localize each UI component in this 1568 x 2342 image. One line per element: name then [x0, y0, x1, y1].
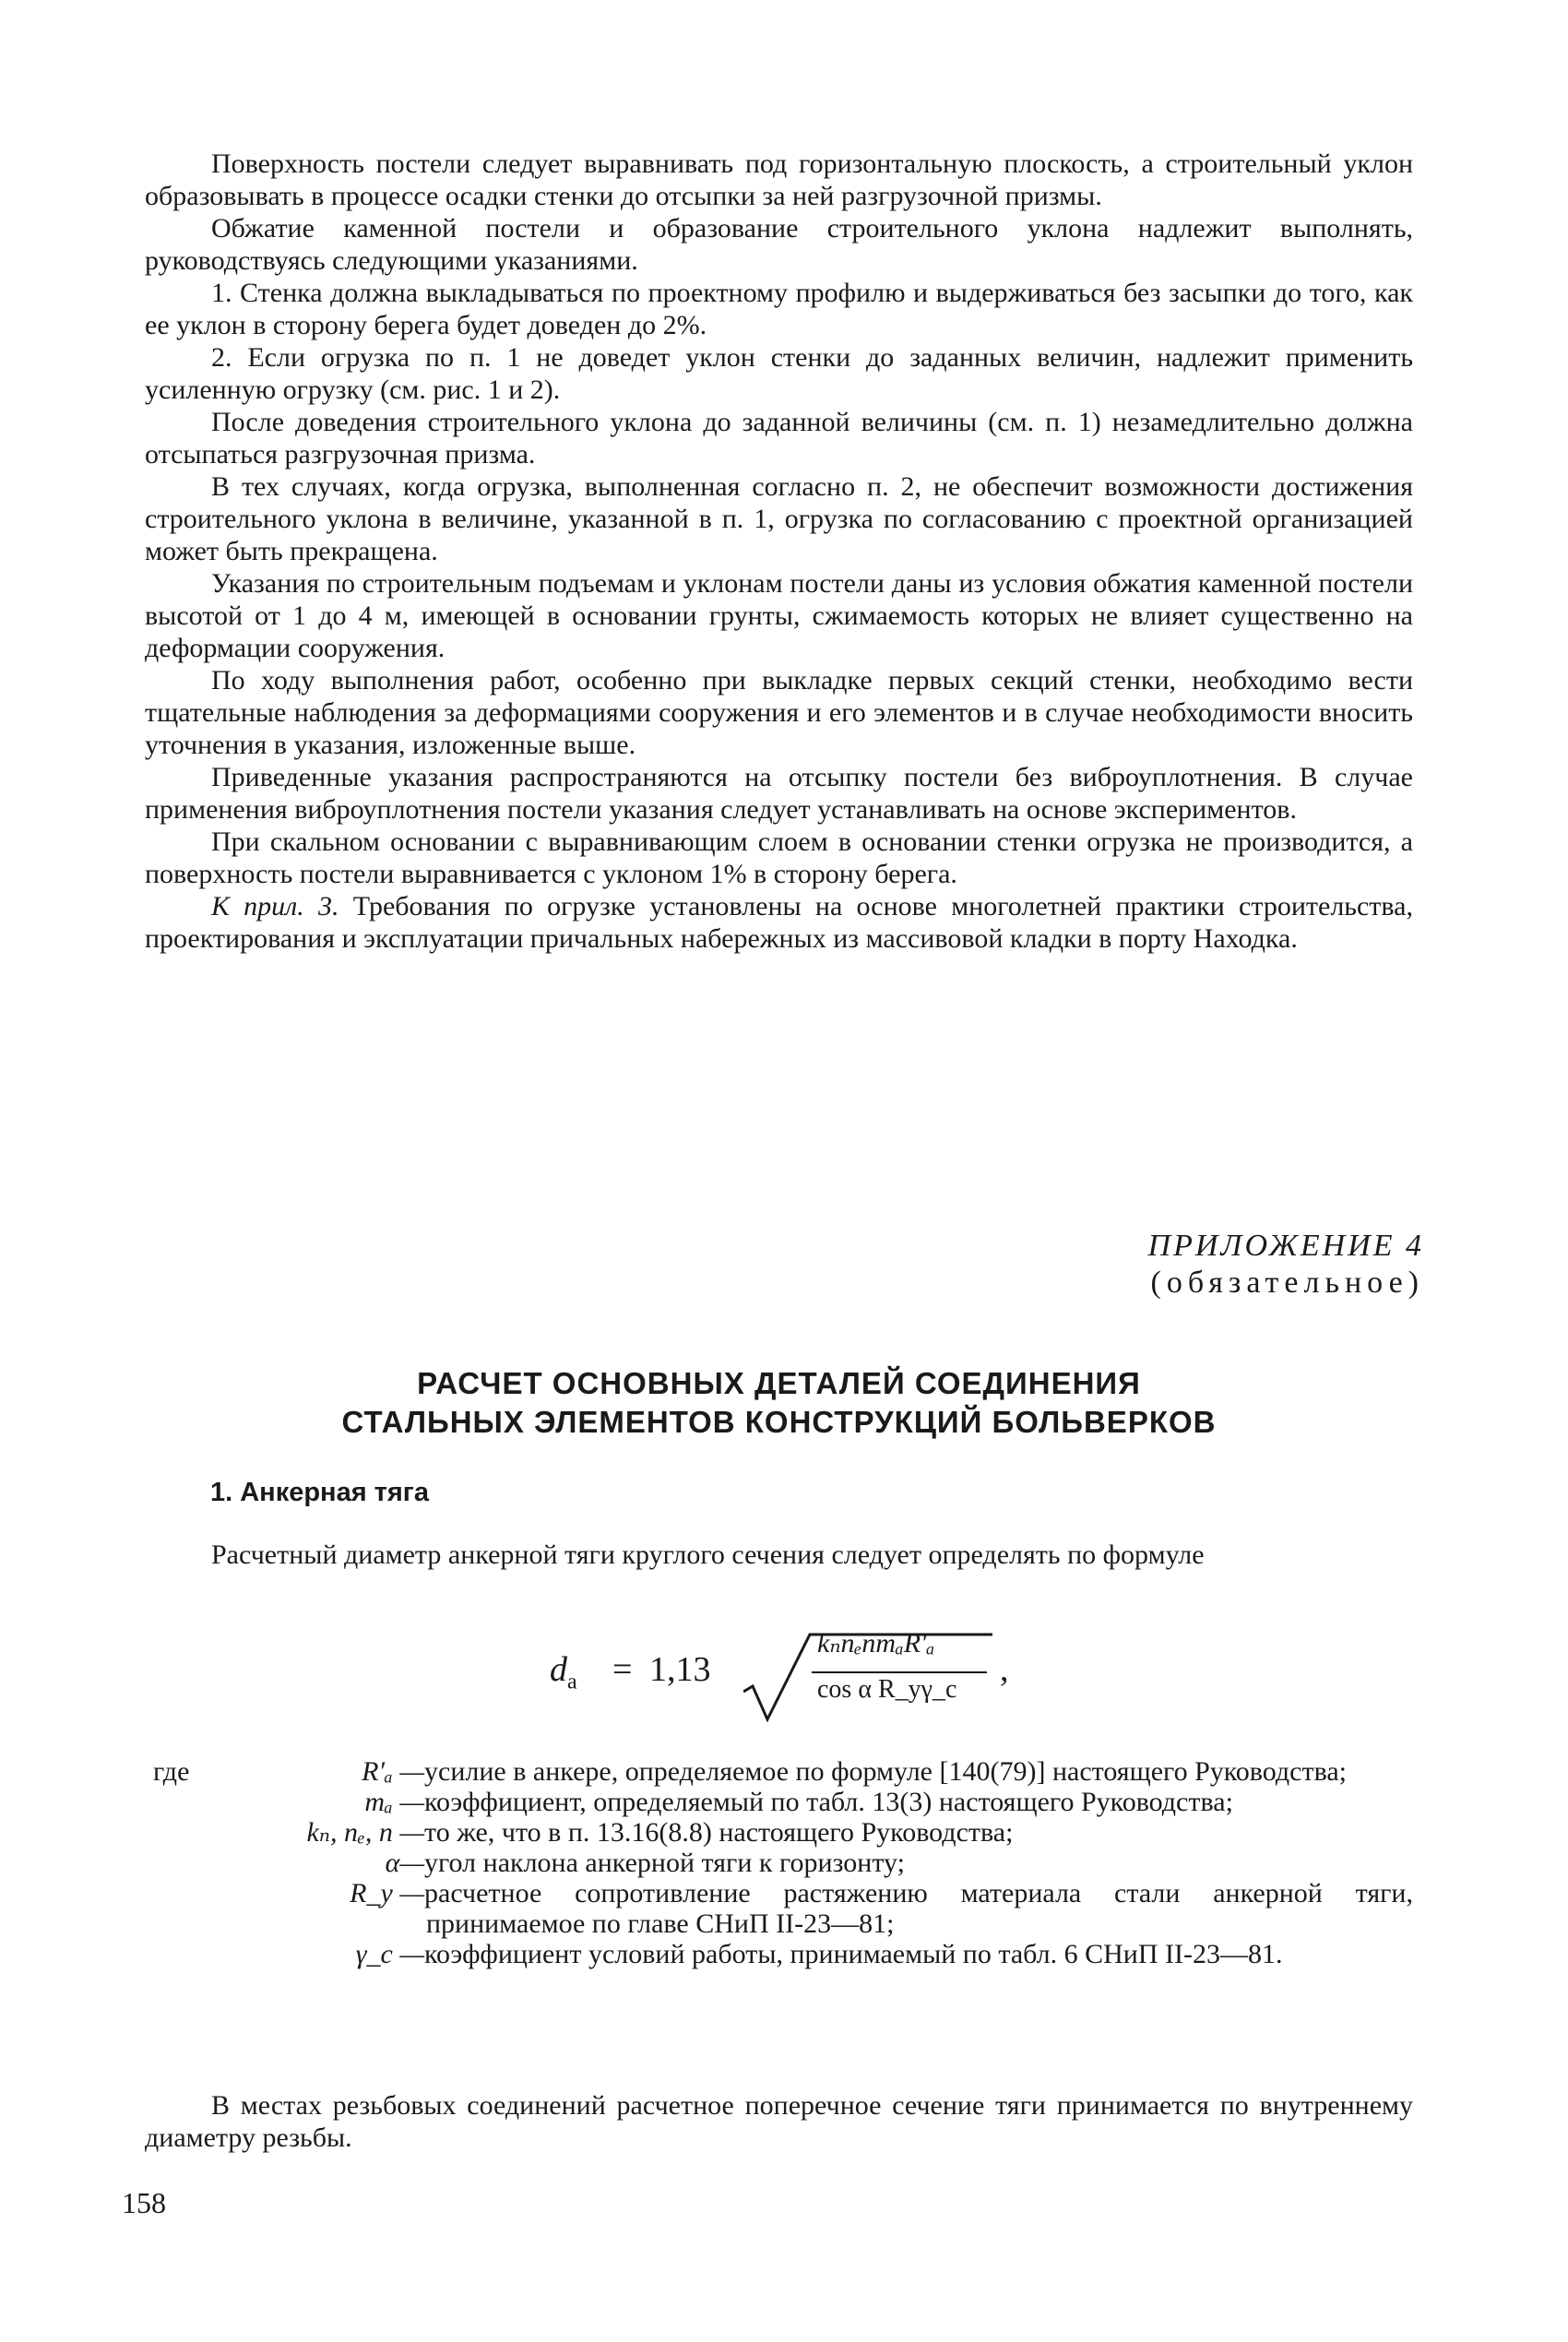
paragraph-2: Обжатие каменной постели и образование строительного уклона надлежит выполнять, руководствуясь следующими указаниями. [145, 213, 1413, 276]
formula-anchor-diameter [550, 1623, 1066, 1725]
formula-lhs: $d_а$ [550, 1650, 577, 1694]
paragraph-3: 1. Стенка должна выкладываться по проектному профилю и выдерживаться без засыпки до того, как ее уклон в сторону берега будет доведен до 2%. [145, 278, 1413, 340]
paragraph-8: По ходу выполнения работ, особенно при выкладке первых секций стенки, необходимо вести тщательные наблюдения за деформациями сооружения и его элементов и в случае необходимости вносить уточнения в указания, изложенные выше. [145, 665, 1413, 760]
definition-symbol: mₐ — [364, 1787, 424, 1817]
intro-text: Расчетный диаметр анкерной тяги круглого сечения следует определять по формуле [211, 1540, 1205, 1570]
definitions-list [0, 1756, 1568, 1969]
paragraph-5: После доведения строительного уклона до заданной величины (см. п. 1) незамедлительно должна отсыпаться разгрузочная призма. [145, 407, 1413, 470]
definition-symbol: γ_c — [355, 1939, 424, 1969]
definition-item [0, 1848, 1568, 1878]
closing-paragraph [145, 2089, 1413, 2154]
intro-paragraph [145, 1539, 1413, 1571]
definition-text: коэффициент условий работы, принимаемый по табл. 6 СНиП II-23—81. [424, 1939, 1283, 1969]
formula-coefficient: 1,13 [649, 1650, 711, 1689]
definition-text: то же, что в п. 13.16(8.8) настоящего Руководства; [424, 1817, 1014, 1848]
definition-item [0, 1817, 1568, 1848]
definition-text: расчетное сопротивление растяжению материала стали анкерной тяги, принимаемое по главе СНиП II-23—81; [424, 1878, 1413, 1939]
where-label: где [153, 1756, 190, 1787]
definition-text: коэффициент, определяемый по табл. 13(3) настоящего Руководства; [424, 1787, 1233, 1817]
closing-text: В местах резьбовых соединений расчетное поперечное сечение тяги принимается по внутреннему диаметру резьбы. [145, 2090, 1413, 2153]
paragraph-appendix-note [145, 890, 1413, 955]
section-main-title [145, 1364, 1413, 1442]
main-title-line-1: РАСЧЕТ ОСНОВНЫХ ДЕТАЛЕЙ СОЕДИНЕНИЯ [417, 1366, 1141, 1400]
paragraph-10: При скальном основании с выравнивающим слоем в основании стенки огрузка не производится, а поверхность постели выравнивается с уклоном 1% в сторону берега. [145, 826, 1413, 889]
fraction-bar [812, 1671, 987, 1673]
definition-symbol: R′ₐ — [362, 1756, 424, 1787]
paragraph-6: В тех случаях, когда огрузка, выполненная согласно п. 2, не обеспечит возможности достижения строительного уклона в величине, указанной в п. 1, огрузка по согласованию с проектной организацией может быть прекращена. [145, 471, 1413, 566]
definition-item [0, 1939, 1568, 1969]
paragraph-9: Приведенные указания распространяются на отсыпку постели без виброуплотнения. В случае применения виброуплотнения постели указания следует устанавливать на основе экспериментов. [145, 762, 1413, 825]
page-number: 158 [122, 2186, 166, 2219]
definition-symbol: kₙ, nₑ, n — [306, 1817, 424, 1848]
appendix-subtitle: (обязательное) [1150, 1266, 1424, 1300]
definition-text: усилие в анкере, определяемое по формуле [140(79)] настоящего Руководства; [424, 1756, 1348, 1787]
definition-symbol: R_y — [350, 1878, 424, 1908]
formula-equals: = [612, 1650, 633, 1689]
formula-trailing-comma: , [1000, 1650, 1009, 1689]
definition-text: угол наклона анкерной тяги к горизонту; [424, 1848, 905, 1878]
body-text-block [145, 148, 1413, 955]
appendix-title: ПРИЛОЖЕНИЕ 4 [1147, 1229, 1424, 1263]
appendix-heading [1148, 1228, 1424, 1302]
formula-denominator: cos α R_yγ_c [817, 1675, 957, 1704]
appendix-note-text: Требования по огрузке установлены на основе многолетней практики строительства, проектирования и эксплуатации причальных набережных из массивовой кладки в порту Находка. [145, 891, 1413, 954]
main-title-line-2: СТАЛЬНЫХ ЭЛЕМЕНТОВ КОНСТРУКЦИЙ БОЛЬВЕРКОВ [341, 1405, 1217, 1439]
paragraph-1: Поверхность постели следует выравнивать под горизонтальную плоскость, а строительный уклон образовывать в процессе осадки стенки до отсыпки за ней разгрузочной призмы. [145, 149, 1413, 211]
definition-item [0, 1787, 1568, 1817]
appendix-reference: К прил. 3. [211, 891, 339, 921]
definition-symbol: α— [385, 1848, 424, 1878]
subsection-title: 1. Анкерная тяга [210, 1478, 430, 1507]
paragraph-4: 2. Если огрузка по п. 1 не доведет уклон стенки до заданных величин, надлежит применить усиленную огрузку (см. рис. 1 и 2). [145, 342, 1413, 405]
formula-numerator: kₙnₑnmₐR′ₐ [817, 1628, 935, 1658]
definition-item [0, 1878, 1568, 1939]
definition-item [0, 1756, 1568, 1787]
paragraph-7: Указания по строительным подъемам и уклонам постели даны из условия обжатия каменной постели высотой от 1 до 4 м, имеющей в основании грунты, сжимаемость которых не влияет существенно на деформации сооружения. [145, 568, 1413, 663]
